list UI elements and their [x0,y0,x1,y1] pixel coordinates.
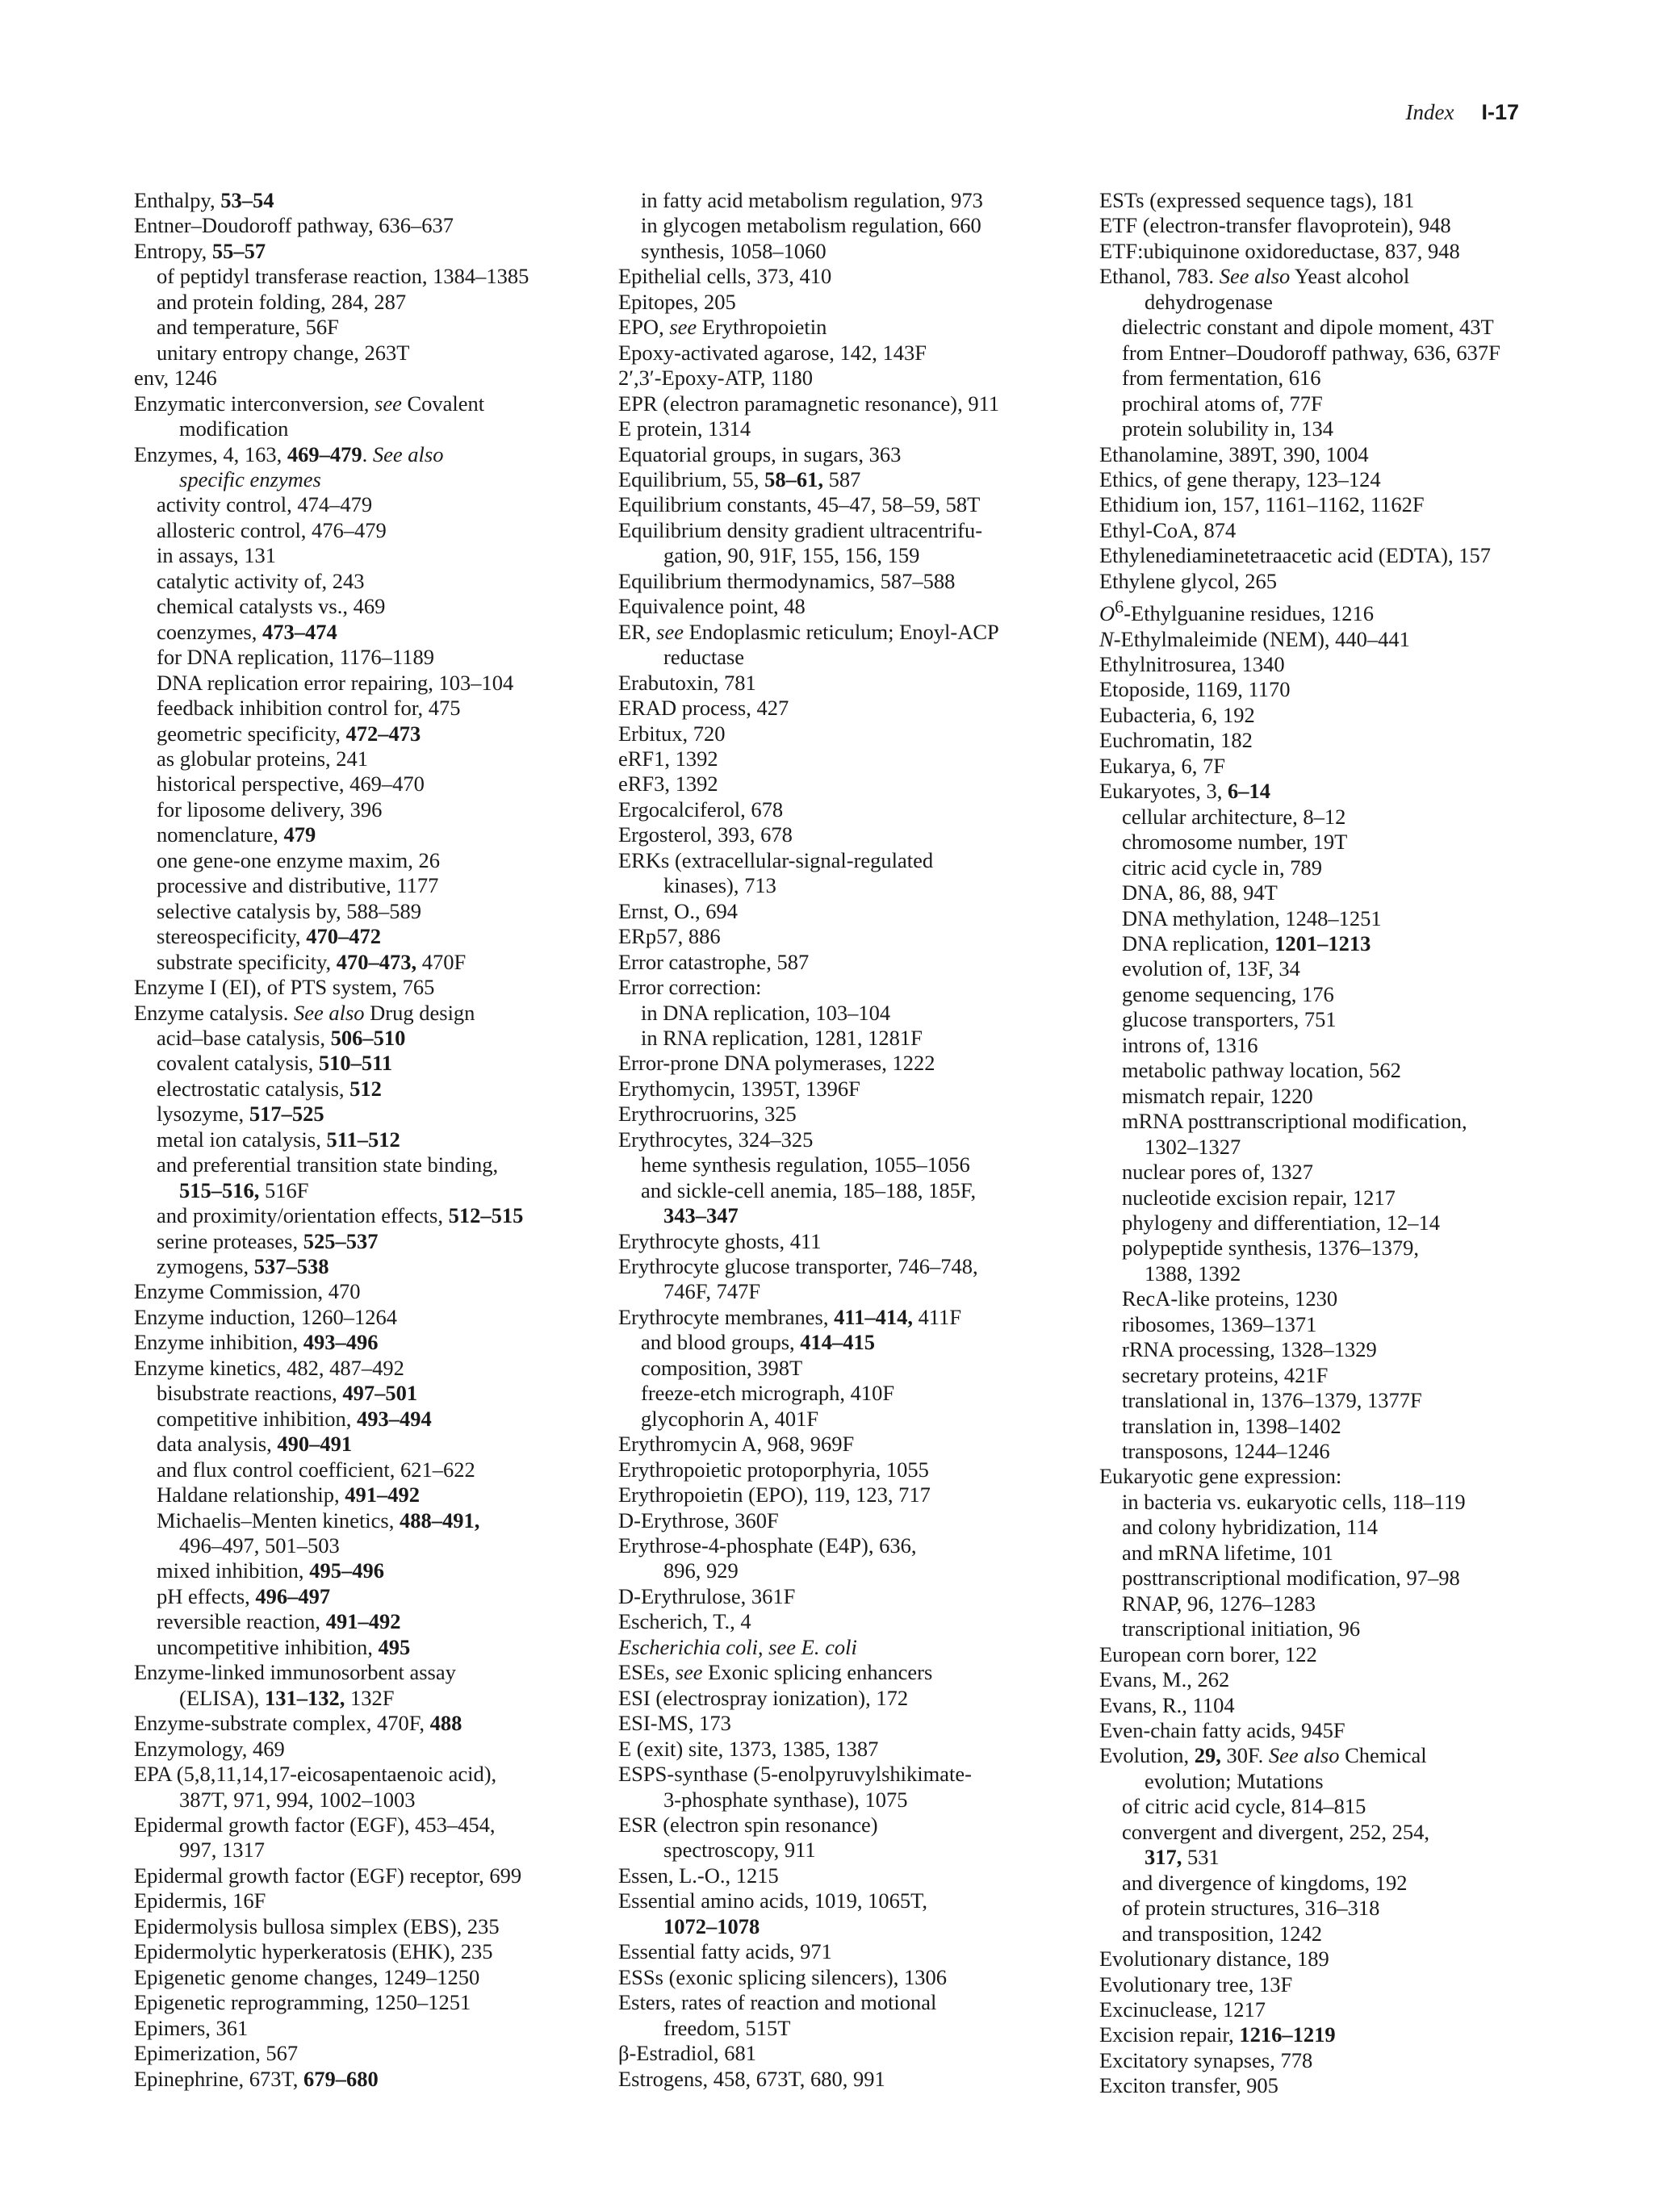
index-entry: Epithelial cells, 373, 410 [618,264,832,289]
index-entry: protein solubility in, 134 [1122,416,1334,441]
index-entry: 997, 1317 [179,1838,265,1863]
index-entry: Even-chain fatty acids, 945F [1099,1718,1345,1743]
index-entry: acid–base catalysis, 506–510 [157,1025,406,1050]
index-entry: Enzyme-linked immunosorbent assay [134,1660,456,1685]
index-entry: Epidermolytic hyperkeratosis (EHK), 235 [134,1939,493,1964]
index-entry: Enzymology, 469 [134,1736,285,1761]
index-entry: European corn borer, 122 [1099,1641,1317,1666]
index-entry: rRNA processing, 1328–1329 [1122,1337,1377,1362]
index-entry: Escherich, T., 4 [618,1609,751,1634]
index-entry: mismatch repair, 1220 [1122,1083,1313,1108]
index-entry: DNA methylation, 1248–1251 [1122,905,1382,930]
index-entry: for liposome delivery, 396 [157,797,383,822]
index-entry: polypeptide synthesis, 1376–1379, [1122,1236,1420,1261]
index-entry: of peptidyl transferase reaction, 1384–1385 [157,264,529,289]
index-column-1 [134,188,618,2092]
index-entry: Erythomycin, 1395T, 1396F [618,1076,860,1101]
index-entry: of citric acid cycle, 814–815 [1122,1794,1366,1819]
index-entry: E protein, 1314 [618,416,751,441]
index-entry: cellular architecture, 8–12 [1122,804,1346,829]
index-entry: env, 1246 [134,366,217,391]
index-entry: Enzymes, 4, 163, 469–479. See also [134,441,444,466]
index-entry: ERKs (extracellular-signal-regulated [618,847,934,872]
index-entry: heme synthesis regulation, 1055–1056 [641,1152,970,1177]
index-entry: and blood groups, 414–415 [641,1330,876,1355]
index-entry: glycophorin A, 401F [641,1406,819,1431]
index-entry: Epidermal growth factor (EGF), 453–454, [134,1813,496,1837]
index-entry: Enzyme inhibition, 493–496 [134,1330,379,1355]
index-entry: evolution; Mutations [1145,1768,1324,1793]
index-entry: EPR (electron paramagnetic resonance), 911 [618,391,1000,416]
index-entry: 3-phosphate synthase), 1075 [663,1787,908,1812]
index-entry: 317, 531 [1145,1845,1220,1870]
index-entry: metabolic pathway location, 562 [1122,1058,1401,1083]
index-entry: lysozyme, 517–525 [157,1102,324,1127]
index-entry: Eukaryotic gene expression: [1099,1464,1342,1489]
index-entry: bisubstrate reactions, 497–501 [157,1381,418,1406]
index-entry: ER, see Endoplasmic reticulum; Enoyl-ACP [618,619,999,644]
index-entry: chromosome number, 19T [1122,830,1348,855]
index-entry: covalent catalysis, 510–511 [157,1051,393,1076]
index-entry: Enzyme-substrate complex, 470F, 488 [134,1711,462,1736]
index-entry: Epitopes, 205 [618,289,736,314]
index-entry: in fatty acid metabolism regulation, 973 [641,188,983,212]
index-entry: and colony hybridization, 114 [1122,1515,1378,1540]
index-entry: of protein structures, 316–318 [1122,1896,1380,1921]
index-entry: Escherichia coli, see E. coli [618,1634,857,1659]
index-entry: Equilibrium thermodynamics, 587–588 [618,568,956,593]
index-entry: and proximity/orientation effects, 512–515 [157,1203,524,1228]
index-entry: Erythrocytes, 324–325 [618,1127,814,1152]
index-entry: geometric specificity, 472–473 [157,721,421,746]
page-number: I-17 [1481,100,1519,124]
index-entry: ERp57, 886 [618,924,721,949]
index-entry: $O^6$-Ethylguanine residues, 1216 [1099,596,1375,626]
index-entry: (ELISA), 131–132, 132F [179,1685,395,1710]
index-entry: 746F, 747F [663,1279,761,1304]
index-entry: 896, 929 [663,1558,739,1583]
index-entry: nuclear pores of, 1327 [1122,1160,1313,1185]
index-entry: D-Erythrulose, 361F [618,1583,796,1608]
index-entry: in DNA replication, 103–104 [641,1000,891,1025]
index-entry: Epoxy-activated agarose, 142, 143F [618,340,927,365]
index-entry: Eukaryotes, 3, 6–14 [1099,779,1270,804]
index-entry: uncompetitive inhibition, 495 [157,1634,411,1659]
index-entry: DNA replication, 1201–1213 [1122,930,1371,955]
index-entry: DNA replication error repairing, 103–104 [157,670,514,695]
index-entry: and flux control coefficient, 621–622 [157,1457,475,1482]
index-entry: ESSs (exonic splicing silencers), 1306 [618,1964,948,1989]
index-entry: chemical catalysts vs., 469 [157,594,386,619]
index-entry: ESEs, see Exonic splicing enhancers [618,1660,933,1685]
index-entry: Euchromatin, 182 [1099,728,1253,753]
index-entry: selective catalysis by, 588–589 [157,898,421,923]
index-entry: in glycogen metabolism regulation, 660 [641,213,981,238]
index-entry: ESTs (expressed sequence tags), 181 [1099,188,1415,212]
index-entry: Ethylene glycol, 265 [1099,568,1278,593]
index-entry: Evans, R., 1104 [1099,1692,1235,1717]
index-column-3 [1099,188,1567,2099]
index-entry: Enthalpy, 53–54 [134,188,274,212]
index-entry: translational in, 1376–1379, 1377F [1122,1388,1422,1413]
index-entry: Ethidium ion, 157, 1161–1162, 1162F [1099,492,1425,517]
index-entry: β-Estradiol, 681 [618,2041,756,2066]
index-entry: eRF3, 1392 [618,771,718,797]
index-entry: composition, 398T [641,1355,803,1380]
index-entry: from Entner–Doudoroff pathway, 636, 637F [1122,340,1500,365]
index-entry: dehydrogenase [1145,289,1273,314]
index-entry: Esters, rates of reaction and motional [618,1990,937,2015]
index-entry: Ethyl-CoA, 874 [1099,517,1237,542]
index-entry: specific enzymes [179,466,321,491]
index-entry: Ergocalciferol, 678 [618,797,784,822]
index-entry: pH effects, 496–497 [157,1583,331,1608]
index-entry: Entropy, 55–57 [134,238,266,263]
index-entry: activity control, 474–479 [157,492,373,517]
index-entry: Epigenetic reprogramming, 1250–1251 [134,1990,471,2015]
index-entry: Estrogens, 458, 673T, 680, 991 [618,2066,885,2091]
index-entry: secretary proteins, 421F [1122,1362,1329,1387]
index-entry: N-Ethylmaleimide (NEM), 440–441 [1099,626,1410,651]
index-entry: competitive inhibition, 493–494 [157,1406,432,1431]
index-entry: Erythrocruorins, 325 [618,1102,797,1127]
index-entry: Ethylnitrosurea, 1340 [1099,651,1285,676]
index-entry: freedom, 515T [663,2015,791,2040]
index-entry: Michaelis–Menten kinetics, 488–491, [157,1507,480,1533]
index-entry: Erythropoietin (EPO), 119, 123, 717 [618,1482,931,1507]
index-entry: Erythrose-4-phosphate (E4P), 636, [618,1533,917,1558]
index-entry: posttranscriptional modification, 97–98 [1122,1566,1460,1591]
index-entry: for DNA replication, 1176–1189 [157,645,434,670]
index-entry: and mRNA lifetime, 101 [1122,1540,1334,1565]
index-entry: Haldane relationship, 491–492 [157,1482,421,1507]
index-entry: Epinephrine, 673T, 679–680 [134,2066,379,2091]
index-entry: as globular proteins, 241 [157,746,369,771]
index-entry: transcriptional initiation, 96 [1122,1616,1361,1641]
index-entry: translation in, 1398–1402 [1122,1413,1341,1438]
index-entry: serine proteases, 525–537 [157,1228,379,1253]
index-entry: processive and distributive, 1177 [157,873,439,898]
index-entry: one gene-one enzyme maxim, 26 [157,847,440,872]
index-entry: dielectric constant and dipole moment, 43T [1122,315,1494,340]
index-entry: Evolution, 29, 30F. See also Chemical [1099,1743,1427,1768]
index-entry: feedback inhibition control for, 475 [157,696,461,721]
index-entry: 1388, 1392 [1145,1261,1241,1286]
index-entry: electrostatic catalysis, 512 [157,1076,382,1101]
index-entry: Error correction: [618,975,762,1000]
index-entry: glucose transporters, 751 [1122,1007,1337,1032]
index-entry: Enzyme kinetics, 482, 487–492 [134,1355,404,1380]
index-entry: Essential amino acids, 1019, 1065T, [618,1888,927,1913]
index-entry: citric acid cycle in, 789 [1122,855,1322,880]
index-entry: nucleotide excision repair, 1217 [1122,1185,1396,1210]
index-entry: RecA-like proteins, 1230 [1122,1286,1338,1311]
index-entry: substrate specificity, 470–473, 470F [157,949,467,974]
index-entry: and preferential transition state binding, [157,1152,499,1177]
index-entry: Enzyme I (EI), of PTS system, 765 [134,975,435,1000]
index-entry: Epimerization, 567 [134,2041,299,2066]
index-entry: Epidermolysis bullosa simplex (EBS), 235 [134,1913,500,1938]
index-entry: Equivalence point, 48 [618,594,806,619]
index-entry: ESR (electron spin resonance) [618,1813,878,1837]
index-entry: Erythrocyte membranes, 411–414, 411F [618,1304,962,1329]
index-entry: nomenclature, 479 [157,822,316,847]
index-entry: DNA, 86, 88, 94T [1122,880,1278,905]
index-entry: reversible reaction, 491–492 [157,1609,401,1634]
index-entry: Equilibrium constants, 45–47, 58–59, 58T [618,492,981,517]
index-entry: Epidermis, 16F [134,1888,266,1913]
index-entry: ESI (electrospray ionization), 172 [618,1685,909,1710]
index-entry: Epimers, 361 [134,2015,249,2040]
index-entry: D-Erythrose, 360F [618,1507,779,1533]
index-entry: ETF (electron-transfer flavoprotein), 948 [1099,213,1451,238]
index-entry: Excision repair, 1216–1219 [1099,2022,1336,2047]
index-entry: Epigenetic genome changes, 1249–1250 [134,1964,480,1989]
index-entry: Erythromycin A, 968, 969F [618,1432,855,1457]
index-entry: in bacteria vs. eukaryotic cells, 118–119 [1122,1489,1466,1514]
index-entry: and temperature, 56F [157,315,339,340]
index-entry: RNAP, 96, 1276–1283 [1122,1591,1316,1616]
index-entry: Excitatory synapses, 778 [1099,2047,1313,2072]
index-entry: 387T, 971, 994, 1002–1003 [179,1787,416,1812]
index-entry: Essen, L.-O., 1215 [618,1863,779,1888]
index-entry: Exciton transfer, 905 [1099,2073,1278,2098]
index-entry: Ethanol, 783. See also Yeast alcohol [1099,264,1410,289]
index-entry: mixed inhibition, 495–496 [157,1558,384,1583]
index-entry: ribosomes, 1369–1371 [1122,1311,1317,1336]
index-entry: transposons, 1244–1246 [1122,1439,1330,1464]
index-entry: ETF:ubiquinone oxidoreductase, 837, 948 [1099,238,1460,263]
index-entry: ESI-MS, 173 [618,1711,731,1736]
index-entry: Enzyme induction, 1260–1264 [134,1304,398,1329]
index-entry: Evans, M., 262 [1099,1667,1230,1692]
index-entry: phylogeny and differentiation, 12–14 [1122,1210,1440,1235]
index-entry: and transposition, 1242 [1122,1921,1323,1946]
index-entry: data analysis, 490–491 [157,1432,353,1457]
running-header [1406,100,1520,125]
index-entry: Eubacteria, 6, 192 [1099,702,1255,727]
index-entry: modification [179,416,289,441]
index-entry: Ergosterol, 393, 678 [618,822,793,847]
index-entry: Equilibrium, 55, 58–61, 587 [618,466,861,491]
index-entry: Eukarya, 6, 7F [1099,753,1226,778]
index-entry: Ernst, O., 694 [618,898,738,923]
index-entry: ERAD process, 427 [618,696,789,721]
index-entry: in assays, 131 [157,543,276,568]
index-entry: Enzymatic interconversion, see Covalent [134,391,485,416]
index-entry: kinases), 713 [663,873,776,898]
index-entry: Evolutionary distance, 189 [1099,1946,1329,1972]
index-entry: and divergence of kingdoms, 192 [1122,1870,1408,1895]
index-entry: Equatorial groups, in sugars, 363 [618,441,902,466]
index-entry: convergent and divergent, 252, 254, [1122,1819,1429,1844]
index-entry: and protein folding, 284, 287 [157,289,407,314]
index-entry: Entner–Doudoroff pathway, 636–637 [134,213,454,238]
index-entry: EPA (5,8,11,14,17-eicosapentaenoic acid), [134,1762,497,1787]
index-entry: gation, 90, 91F, 155, 156, 159 [663,543,920,568]
index-entry: Ethics, of gene therapy, 123–124 [1099,466,1381,491]
index-entry: allosteric control, 476–479 [157,517,387,542]
index-entry: Epidermal growth factor (EGF) receptor, 699 [134,1863,522,1888]
index-entry: spectroscopy, 911 [663,1838,816,1863]
index-entry: Excinuclease, 1217 [1099,1997,1266,2022]
index-entry: ESPS-synthase (5-enolpyruvylshikimate- [618,1762,972,1787]
index-entry: Error catastrophe, 587 [618,949,810,974]
index-entry: Enzyme catalysis. See also Drug design [134,1000,475,1025]
index-entry: Erabutoxin, 781 [618,670,756,695]
index-entry: from fermentation, 616 [1122,366,1321,391]
index-entry: freeze-etch micrograph, 410F [641,1381,895,1406]
index-entry: 2′,3′-Epoxy-ATP, 1180 [618,366,814,391]
index-entry: Evolutionary tree, 13F [1099,1972,1293,1997]
index-entry: Erbitux, 720 [618,721,726,746]
index-entry: 1302–1327 [1145,1134,1241,1159]
index-entry: coenzymes, 473–474 [157,619,337,644]
index-entry: Erythrocyte ghosts, 411 [618,1228,822,1253]
index-entry: in RNA replication, 1281, 1281F [641,1025,923,1050]
index-entry: 1072–1078 [663,1913,760,1938]
index-entry: E (exit) site, 1373, 1385, 1387 [618,1736,879,1761]
index-entry: evolution of, 13F, 34 [1122,956,1300,981]
index-entry: Error-prone DNA polymerases, 1222 [618,1051,935,1076]
header-label: Index [1405,100,1454,124]
index-entry: Etoposide, 1169, 1170 [1099,677,1291,702]
index-entry: reductase [663,645,745,670]
index-entry: and sickle-cell anemia, 185–188, 185F, [641,1177,977,1202]
index-entry: historical perspective, 469–470 [157,771,425,797]
index-entry: Equilibrium density gradient ultracentrifu- [618,517,983,542]
index-entry: metal ion catalysis, 511–512 [157,1127,400,1152]
index-column-2 [618,188,1085,2092]
index-entry: Ethanolamine, 389T, 390, 1004 [1099,441,1369,466]
index-entry: stereospecificity, 470–472 [157,924,381,949]
index-entry: 496–497, 501–503 [179,1533,340,1558]
index-entry: genome sequencing, 176 [1122,981,1334,1006]
index-entry: unitary entropy change, 263T [157,340,410,365]
index-entry: 343–347 [663,1203,739,1228]
index-entry: introns of, 1316 [1122,1032,1258,1057]
index-entry: Ethylenediaminetetraacetic acid (EDTA), 157 [1099,543,1491,568]
index-entry: eRF1, 1392 [618,746,718,771]
index-entry: Erythrocyte glucose transporter, 746–748, [618,1254,978,1279]
index-entry: Enzyme Commission, 470 [134,1279,361,1304]
index-entry: catalytic activity of, 243 [157,568,365,593]
index-entry: synthesis, 1058–1060 [641,238,826,263]
index-entry: zymogens, 537–538 [157,1254,329,1279]
index-entry: EPO, see Erythropoietin [618,315,827,340]
index-entry: Essential fatty acids, 971 [618,1939,832,1964]
index-entry: 515–516, 516F [179,1177,309,1202]
index-entry: mRNA posttranscriptional modification, [1122,1109,1467,1134]
index-entry: Erythropoietic protoporphyria, 1055 [618,1457,929,1482]
index-entry: prochiral atoms of, 77F [1122,391,1323,416]
